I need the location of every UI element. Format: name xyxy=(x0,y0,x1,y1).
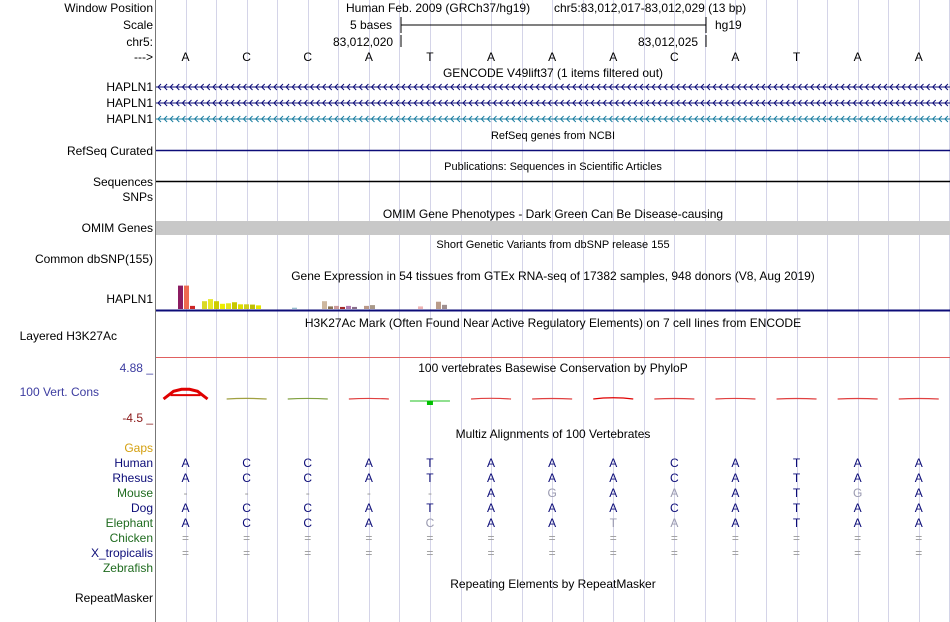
alignment-base: = xyxy=(609,531,617,545)
alignment-base: A xyxy=(487,471,496,485)
omim-label[interactable]: OMIM Genes xyxy=(81,221,153,235)
phylop-mark[interactable] xyxy=(532,399,572,400)
h3k27ac-label[interactable]: Layered H3K27Ac xyxy=(19,329,117,343)
alignment-base: A xyxy=(731,456,740,470)
coord-left: 83,012,020 xyxy=(333,35,394,49)
alignment-base: - xyxy=(305,486,310,500)
scale-text: 5 bases xyxy=(350,18,393,32)
phylop-mark[interactable] xyxy=(227,398,267,399)
alignment-base: A xyxy=(914,456,923,470)
alignment-base: = xyxy=(854,531,862,545)
alignment-base: A xyxy=(914,486,923,500)
species-label[interactable]: Zebrafish xyxy=(102,561,153,575)
alignment-base: - xyxy=(427,486,432,500)
alignment-base: A xyxy=(609,471,618,485)
phylop-ymin: -4.5 _ xyxy=(122,411,153,425)
alignment-base: = xyxy=(426,546,434,560)
alignment-base: = xyxy=(915,546,923,560)
coord-right: 83,012,025 xyxy=(638,35,699,49)
alignment-base: A xyxy=(731,486,740,500)
dbsnp-label[interactable]: Common dbSNP(155) xyxy=(34,252,153,266)
alignment-base: T xyxy=(792,486,801,500)
alignment-base: A xyxy=(364,501,373,515)
refseq-title: RefSeq genes from NCBI xyxy=(490,130,616,142)
alignment-base: A xyxy=(609,501,618,515)
alignment-base: C xyxy=(303,501,313,515)
alignment-base: = xyxy=(548,546,556,560)
strand-label: ---> xyxy=(134,50,153,64)
alignment-base: A xyxy=(609,456,618,470)
alignment-base: T xyxy=(792,471,801,485)
alignment-base: = xyxy=(426,531,434,545)
alignment-base: = xyxy=(182,546,190,560)
gtex-title: Gene Expression in 54 tissues from GTEx RNA-seq of 17382 samples, 948 donors (V8, Aug 2019) xyxy=(291,269,815,283)
sequence-base: T xyxy=(426,50,434,64)
sequence-base: A xyxy=(364,50,373,64)
phylop-mark[interactable] xyxy=(899,399,939,400)
alignment-base: = xyxy=(365,546,373,560)
alignment-base: A xyxy=(609,486,618,500)
alignment-base: A xyxy=(181,456,190,470)
alignment-base: A xyxy=(914,501,923,515)
alignment-base: - xyxy=(366,486,371,500)
alignment-base: = xyxy=(487,546,495,560)
alignment-base: C xyxy=(670,471,679,485)
alignment-base: A xyxy=(914,516,923,530)
gencode-title: GENCODE V49lift37 (1 items filtered out) xyxy=(442,66,664,80)
assembly-text: Human Feb. 2009 (GRCh37/hg19) xyxy=(346,1,531,15)
alignment-base: C xyxy=(670,456,679,470)
sequence-base: A xyxy=(914,50,923,64)
alignment-base: = xyxy=(548,531,556,545)
alignment-base: A xyxy=(487,456,496,470)
alignment-base: A xyxy=(181,501,190,515)
alignment-base: A xyxy=(853,501,862,515)
phylop-mark[interactable] xyxy=(593,398,633,399)
alignment-base: = xyxy=(793,546,801,560)
phylop-mark[interactable] xyxy=(164,389,208,399)
alignment-base: T xyxy=(609,516,617,530)
phylop-mark[interactable] xyxy=(654,399,694,400)
alignment-base: C xyxy=(303,456,313,470)
species-label[interactable]: Elephant xyxy=(105,516,153,530)
alignment-base: = xyxy=(243,546,251,560)
species-label[interactable]: Chicken xyxy=(109,531,153,545)
alignment-base: T xyxy=(792,516,801,530)
alignment-base: A xyxy=(853,516,862,530)
gencode-label-3[interactable]: HAPLN1 xyxy=(106,112,153,126)
phylop-mark[interactable] xyxy=(349,398,389,399)
alignment-base: G xyxy=(852,486,863,500)
alignment-base: G xyxy=(547,486,557,500)
sequence-base: C xyxy=(242,50,251,64)
alignment-base: = xyxy=(304,546,312,560)
dbsnp-title: Short Genetic Variants from dbSNP release 155 xyxy=(436,239,670,251)
alignment-base: = xyxy=(731,546,739,560)
alignment-base: A xyxy=(487,501,496,515)
phylop-mark[interactable] xyxy=(777,399,817,400)
phylop-mark[interactable] xyxy=(288,398,328,399)
multiz-title: Multiz Alignments of 100 Vertebrates xyxy=(455,427,651,441)
alignment-base: C xyxy=(242,471,251,485)
alignment-base: A xyxy=(670,516,679,530)
sequence-base: A xyxy=(731,50,740,64)
alignment-base: C xyxy=(242,516,251,530)
repeatmasker-label[interactable]: RepeatMasker xyxy=(74,591,153,605)
species-label[interactable]: Human xyxy=(114,456,153,470)
alignment-base: A xyxy=(548,516,557,530)
alignment-base: = xyxy=(609,546,617,560)
alignment-base: A xyxy=(487,516,496,530)
sequence-base: A xyxy=(487,50,496,64)
alignment-base: - xyxy=(244,486,249,500)
sequence-base: C xyxy=(670,50,679,64)
h3k27ac-title: H3K27Ac Mark (Often Found Near Active Regulatory Elements) on 7 cell lines from ENCODE xyxy=(304,316,802,330)
publications-label[interactable]: Sequences xyxy=(92,175,153,189)
window-position-label: Window Position xyxy=(64,1,153,15)
species-label[interactable]: X_tropicalis xyxy=(90,546,153,560)
alignment-base: A xyxy=(548,456,557,470)
alignment-base: = xyxy=(731,531,739,545)
species-label[interactable]: Rhesus xyxy=(112,471,153,485)
alignment-base: A xyxy=(548,471,557,485)
alignment-base: A xyxy=(731,501,740,515)
alignment-base: C xyxy=(303,471,313,485)
phylop-mark[interactable] xyxy=(410,401,450,405)
alignment-base: A xyxy=(548,501,557,515)
alignment-base: A xyxy=(731,516,740,530)
alignment-base: T xyxy=(426,456,434,470)
alignment-base: T xyxy=(426,471,434,485)
alignment-base: A xyxy=(853,456,862,470)
phylop-mark[interactable] xyxy=(715,398,755,399)
alignment-base: A xyxy=(364,471,373,485)
alignment-base: C xyxy=(242,501,251,515)
alignment-base: C xyxy=(242,456,251,470)
sequence-base: A xyxy=(548,50,557,64)
alignment-base: A xyxy=(914,471,923,485)
gaps-label[interactable]: Gaps xyxy=(124,441,153,455)
phylop-ymax: 4.88 _ xyxy=(119,361,153,375)
alignment-base: = xyxy=(670,546,678,560)
chrom-label: chr5: xyxy=(126,35,153,49)
phylop-mark[interactable] xyxy=(471,398,511,399)
scale-label: Scale xyxy=(122,18,153,32)
alignment-base: T xyxy=(792,501,801,515)
alignment-base: C xyxy=(425,516,435,530)
alignment-base: = xyxy=(793,531,801,545)
phylop-label[interactable]: 100 Vert. Cons xyxy=(19,385,99,399)
alignment-base: C xyxy=(303,516,313,530)
alignment-base: A xyxy=(670,486,679,500)
alignment-base: A xyxy=(181,471,190,485)
sequence-base: A xyxy=(609,50,618,64)
alignment-base: = xyxy=(365,531,373,545)
alignment-base: T xyxy=(426,501,434,515)
sequence-base: T xyxy=(792,50,801,64)
alignment-base: A xyxy=(364,456,373,470)
gencode-label-2[interactable]: HAPLN1 xyxy=(106,96,153,110)
sequence-base: A xyxy=(181,50,190,64)
alignment-base: = xyxy=(487,531,495,545)
alignment-base: A xyxy=(364,516,373,530)
alignment-base: = xyxy=(915,531,923,545)
sequence-base: A xyxy=(853,50,862,64)
alignment-base: A xyxy=(731,471,740,485)
alignment-base: - xyxy=(183,486,188,500)
alignment-base: = xyxy=(182,531,190,545)
alignment-base: T xyxy=(792,456,801,470)
omim-title: OMIM Gene Phenotypes - Dark Green Can Be Disease-causing xyxy=(382,207,724,221)
gtex-label[interactable]: HAPLN1 xyxy=(106,292,153,306)
alignment-base: = xyxy=(304,531,312,545)
position-text: chr5:83,012,017-83,012,029 (13 bp) xyxy=(554,1,747,15)
alignment-base: = xyxy=(243,531,251,545)
alignment-base: = xyxy=(670,531,678,545)
alignment-base: A xyxy=(853,471,862,485)
publications-title: Publications: Sequences in Scientific Articles xyxy=(444,161,662,173)
phylop-mark[interactable] xyxy=(838,399,878,400)
sequence-base: C xyxy=(303,50,313,64)
db-text: hg19 xyxy=(715,18,742,32)
alignment-base: A xyxy=(181,516,190,530)
alignment-base: = xyxy=(854,546,862,560)
refseq-label[interactable]: RefSeq Curated xyxy=(66,144,153,158)
phylop-title: 100 vertebrates Basewise Conservation by PhyloP xyxy=(418,361,688,375)
gencode-label-1[interactable]: HAPLN1 xyxy=(106,80,153,94)
alignment-base: A xyxy=(487,486,496,500)
repeatmasker-title: Repeating Elements by RepeatMasker xyxy=(450,577,656,591)
species-label[interactable]: Mouse xyxy=(116,486,153,500)
species-label[interactable]: Dog xyxy=(130,501,153,515)
snps-label[interactable]: SNPs xyxy=(122,190,153,204)
alignment-base: C xyxy=(670,501,679,515)
